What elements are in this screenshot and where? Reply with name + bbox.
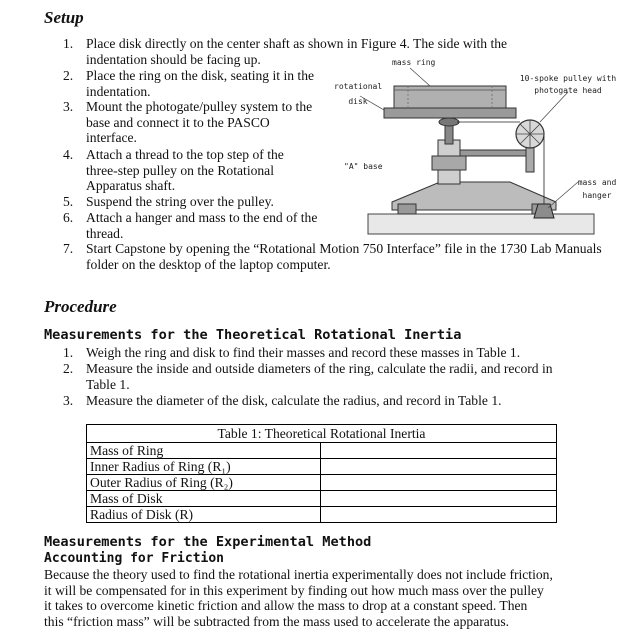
- label-pulley: 10-spoke pulley with photogate head: [519, 74, 617, 95]
- table-cell-label: Mass of Ring: [87, 443, 321, 459]
- table-row: [87, 459, 557, 475]
- step-pulley: [439, 118, 459, 126]
- table-row: [87, 475, 557, 491]
- setup-item-5: Suspend the string over the pulley.: [86, 194, 274, 209]
- table-cell-value[interactable]: [320, 459, 556, 475]
- label-a-base: "A" base: [344, 162, 383, 171]
- setup-item-6-number: 6.: [63, 210, 74, 225]
- table-cell-value[interactable]: [320, 443, 556, 459]
- label-mass-hanger: mass and hanger: [577, 178, 617, 200]
- table-cell-value[interactable]: [320, 507, 556, 523]
- theory-item-1-number: 1.: [63, 345, 74, 360]
- table-cell-value[interactable]: [320, 475, 556, 491]
- setup-item-2: Place the ring on the disk, seating it in the indentation.: [86, 68, 315, 99]
- support-block: [432, 156, 466, 170]
- setup-item-2-number: 2.: [63, 68, 74, 83]
- base-foot-left: [398, 204, 416, 214]
- setup-item-6: Attach a hanger and mass to the end of the thread.: [86, 210, 318, 241]
- table-surface: [368, 214, 594, 234]
- setup-item-7-number: 7.: [63, 241, 74, 256]
- table-row: [87, 491, 557, 507]
- table-cell-label: Outer Radius of Ring (R₂): [87, 475, 321, 491]
- table-cell-label: Mass of Disk: [87, 491, 321, 507]
- theory-item-3-number: 3.: [63, 393, 74, 408]
- label-mass-ring: mass ring: [392, 58, 436, 67]
- apparatus-figure: [320, 52, 620, 242]
- experimental-heading: Measurements for the Experimental Method: [44, 534, 372, 550]
- friction-paragraph: Because the theory used to find the rotational inertia experimentally does not include friction, it will be compensated for in this experiment by finding out how much mass over the pulley it takes to overcome kinetic friction and allow the mass to drop at a constant speed. Then this “friction mass” will be subtracted from the mass used to accelerate the apparatus.: [44, 567, 553, 630]
- setup-item-5-number: 5.: [63, 194, 74, 209]
- setup-heading: Setup: [44, 8, 84, 27]
- theory-item-2: Measure the inside and outside diameters of the ring, calculate the radii, and record in Table 1.: [86, 361, 553, 392]
- setup-item-4: Attach a thread to the top step of the three-step pulley on the Rotational Apparatus shaft.: [86, 147, 284, 194]
- setup-item-3-number: 3.: [63, 99, 74, 114]
- pulley-arm: [460, 150, 532, 156]
- rotational-disk: [384, 108, 516, 118]
- friction-subheading: Accounting for Friction: [44, 551, 225, 566]
- theory-item-2-number: 2.: [63, 361, 74, 376]
- theoretical-heading: Measurements for the Theoretical Rotational Inertia: [44, 327, 462, 343]
- table-caption-row: [87, 425, 557, 443]
- table-cell-label: Radius of Disk (R): [87, 507, 321, 523]
- table-cell-value[interactable]: [320, 491, 556, 507]
- theory-item-1: Weigh the ring and disk to find their masses and record these masses in Table 1.: [86, 345, 521, 360]
- table-caption: Table 1: Theoretical Rotational Inertia: [87, 425, 557, 443]
- setup-item-3: Mount the photogate/pulley system to the base and connect it to the PASCO interface.: [86, 99, 313, 146]
- label-rotational-disk: rotational disk: [334, 82, 383, 106]
- setup-item-1: Place disk directly on the center shaft as shown in Figure 4. The side with the indentation should be facing up.: [86, 36, 508, 67]
- rotational-inertia-table: [86, 424, 557, 523]
- setup-item-1-number: 1.: [63, 36, 74, 51]
- table-row: [87, 507, 557, 523]
- a-base-shape: [392, 182, 556, 210]
- mass-hanger: [534, 204, 554, 218]
- procedure-heading: Procedure: [44, 297, 117, 316]
- setup-item-4-number: 4.: [63, 147, 74, 162]
- table-row: [87, 443, 557, 459]
- table-cell-label: Inner Radius of Ring (R₁): [87, 459, 321, 475]
- theory-item-3: Measure the diameter of the disk, calculate the radius, and record in Table 1.: [86, 393, 502, 408]
- mass-ring: [394, 86, 506, 108]
- setup-item-7: Start Capstone by opening the “Rotational Motion 750 Interface” file in the 1730 Lab Manuals folder on the desktop of the laptop computer.: [86, 241, 602, 272]
